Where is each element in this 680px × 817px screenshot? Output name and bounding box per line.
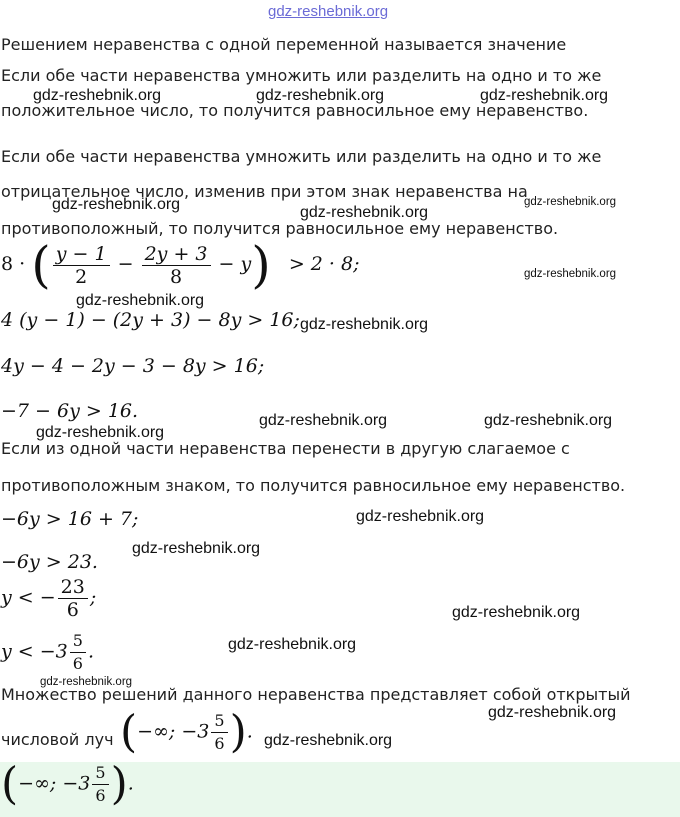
math-step-2: 4 (y − 1) − (2y + 3) − 8y > 16; [1, 309, 300, 331]
definition-text: Решением неравенства с одной переменной называется значение [1, 35, 567, 54]
math-step-6: −6y > 23. [1, 551, 98, 573]
rule2-line3: противоположный, то получится равносильное ему неравенство. [1, 219, 559, 238]
watermark: gdz-reshebnik.org [52, 196, 181, 213]
watermark: gdz-reshebnik.org [256, 87, 385, 104]
watermark: gdz-reshebnik.org [76, 292, 205, 309]
watermark: gdz-reshebnik.org [480, 87, 609, 104]
watermark: gdz-reshebnik.org [264, 732, 393, 749]
watermark: gdz-reshebnik.org [228, 636, 357, 653]
rule2-line1: Если обе части неравенства умножить или разделить на одно и то же [1, 147, 602, 166]
math-step-3: 4y − 4 − 2y − 3 − 8y > 16; [1, 355, 265, 377]
watermark: gdz-reshebnik.org [259, 412, 388, 429]
math-step-4: −7 − 6y > 16. [1, 400, 139, 422]
math-step-8: y < −3 $\frac{5}{6}$ . [1, 631, 94, 673]
rule1-line1: Если обе части неравенства умножить или разделить на одно и то же [1, 66, 602, 85]
watermark: gdz-reshebnik.org [484, 412, 613, 429]
rule3-line2: противоположным знаком, то получится равносильное ему неравенство. [1, 476, 626, 495]
rule3-line1: Если из одной части неравенства перенести в другую слагаемое с [1, 439, 570, 458]
site-header-link[interactable]: gdz-reshebnik.org [268, 3, 389, 20]
answer-interval: (−∞; −3 $\frac{5}{6}$ ). [1, 758, 134, 810]
interval-inline: (−∞; −3 $\frac{5}{6}$ ). [120, 706, 253, 758]
rule2-line2: отрицательное число, изменив при этом знак неравенства на [1, 182, 528, 201]
watermark: gdz-reshebnik.org [300, 316, 429, 333]
watermark: gdz-reshebnik.org [36, 424, 165, 441]
conclusion-line1: Множество решений данного неравенства представляет собой открытый [1, 685, 631, 704]
watermark: gdz-reshebnik.org [452, 604, 581, 621]
watermark: gdz-reshebnik.org [524, 268, 617, 280]
math-step-5: −6y > 16 + 7; [1, 508, 139, 530]
math-step-1: 8 · ( $\frac{y - 1}{2}$ − $\frac{2y + 3}{8}$ − y) > 2 · 8; [1, 236, 360, 294]
rule1-line2: положительное число, то получится равносильное ему неравенство. [1, 101, 589, 120]
watermark: gdz-reshebnik.org [132, 540, 261, 557]
math-step-7: y < − $\frac{23}{6}$ ; [1, 576, 97, 621]
watermark: gdz-reshebnik.org [40, 676, 133, 688]
watermark: gdz-reshebnik.org [488, 704, 617, 721]
watermark: gdz-reshebnik.org [524, 196, 617, 208]
watermark: gdz-reshebnik.org [33, 87, 162, 104]
conclusion-line2: числовой луч [1, 730, 114, 749]
watermark: gdz-reshebnik.org [300, 204, 429, 221]
watermark: gdz-reshebnik.org [356, 508, 485, 525]
